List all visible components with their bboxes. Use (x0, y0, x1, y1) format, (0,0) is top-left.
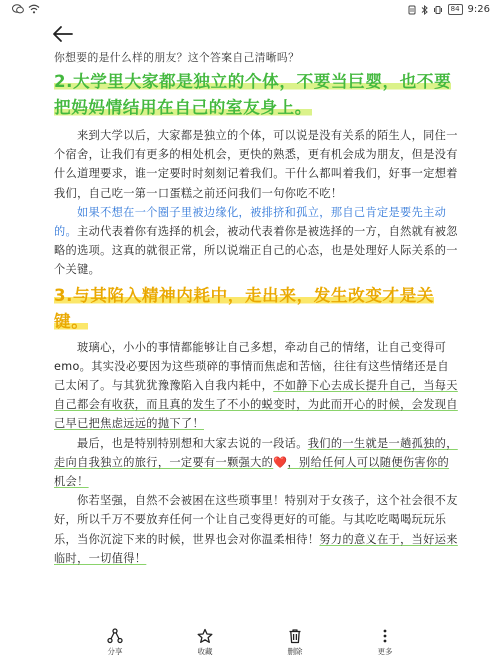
vibrate-icon (433, 5, 443, 15)
paragraph-5-underlined: 努力的意义在于，当好运来临时，一切值得！ (54, 532, 458, 565)
trash-icon (287, 628, 303, 644)
paragraph-2 (54, 203, 458, 280)
wifi-icon (28, 4, 40, 14)
heart-emoji: ❤️ (273, 455, 288, 469)
more-icon (377, 628, 393, 644)
more-button[interactable] (365, 622, 405, 666)
paragraph-4-a: 最后，也是特别特别想和大家去说的一段话。 (77, 436, 308, 450)
share-label: 分享 (107, 647, 123, 656)
paragraph-3-underlined: 不如静下心去成长提升自己，当每天自己都会有收获，而且真的发生了不小的蜕变时，为此而开心的时候，会发现自己早已把焦虑远远的抛下了！ (54, 379, 458, 431)
paragraph-4-underlined: 我们的一生就是一趟孤独的，走向自我独立的旅行，一定要有一颗强大的 (54, 436, 458, 469)
paragraph-2-highlight: 如果不想在一个圈子里被边缘化，被排挤和孤立，那自己肯定是要先主动的。 (54, 205, 447, 239)
star-icon (197, 628, 213, 644)
paragraph-3 (54, 338, 458, 434)
bluetooth-icon (421, 5, 428, 15)
nfc-icon (408, 5, 416, 15)
section-heading-3 (54, 283, 458, 335)
back-arrow-icon (52, 24, 74, 44)
wechat-icon (12, 4, 24, 14)
paragraph-2-rest: 主动代表着你有选择的机会，被动代表着你是被选择的一方，自然就有被忽略的选项。这真的就很正常，所以说端正自己的心态，也是处理好人际关系的一个关键。 (54, 225, 458, 277)
favorite-label: 收藏 (197, 647, 213, 656)
section-heading-2 (54, 69, 458, 121)
back-button[interactable] (52, 24, 78, 46)
question-line: 你想要的是什么样的朋友？这个答案自己清晰吗？ (54, 51, 300, 64)
paragraph-5 (54, 491, 458, 568)
delete-button[interactable] (275, 622, 315, 666)
status-bar (0, 0, 500, 22)
bottom-toolbar (0, 622, 500, 666)
battery-icon: 84 (448, 4, 463, 15)
article-content (54, 50, 458, 568)
delete-label: 删除 (287, 647, 303, 656)
heading-2-text: 2.大学里大家都是独立的个体，不要当巨婴，也不要把妈妈情结用在自己的室友身上。 (54, 72, 452, 117)
paragraph-4 (54, 434, 458, 492)
paragraph-4-underlined-end: ，别给任何人可以随便伤害你的机会！ (54, 455, 450, 489)
paragraph-1: 来到大学以后，大家都是独立的个体，可以说是没有关系的陌生人，同住一个宿舍，让我们有更多的相处机会，更快的熟悉，更有机会成为朋友，但是没有什么道理要求，谁一定要时时刻刻记着我们。干什么都叫着我们，好事一定想着我们，自己吃一第一口蛋糕之前还问我们一句你吃不吃！ (54, 129, 458, 200)
paragraph-5-text: 你若坚强，自然不会被困在这些琐事里！特别对于女孩子，这个社会很不友好，所以千万不要放弃任何一个让自己变得更好的可能。与其吃吃喝喝玩玩乐乐，当你沉淀下来的时候，世界也会对你温柔相待！ (54, 494, 458, 546)
status-time: 9:26 (467, 4, 490, 15)
more-label: 更多 (377, 647, 393, 656)
paragraph-3-a: 玻璃心，小小的事情都能够让自己多想，牵动自己的情绪，让自己变得可emo。其实没必要因为这些琐碎的事情而焦虑和苦恼，往往有这些情绪还是自己太闲了。与其犹犹豫豫陷入自我内耗中， (54, 340, 449, 393)
share-button[interactable] (95, 622, 135, 666)
share-icon (107, 628, 123, 644)
heading-3-text: 3.与其陷入精神内耗中，走出来，发生改变才是关键。 (54, 285, 435, 331)
favorite-button[interactable] (185, 622, 225, 666)
